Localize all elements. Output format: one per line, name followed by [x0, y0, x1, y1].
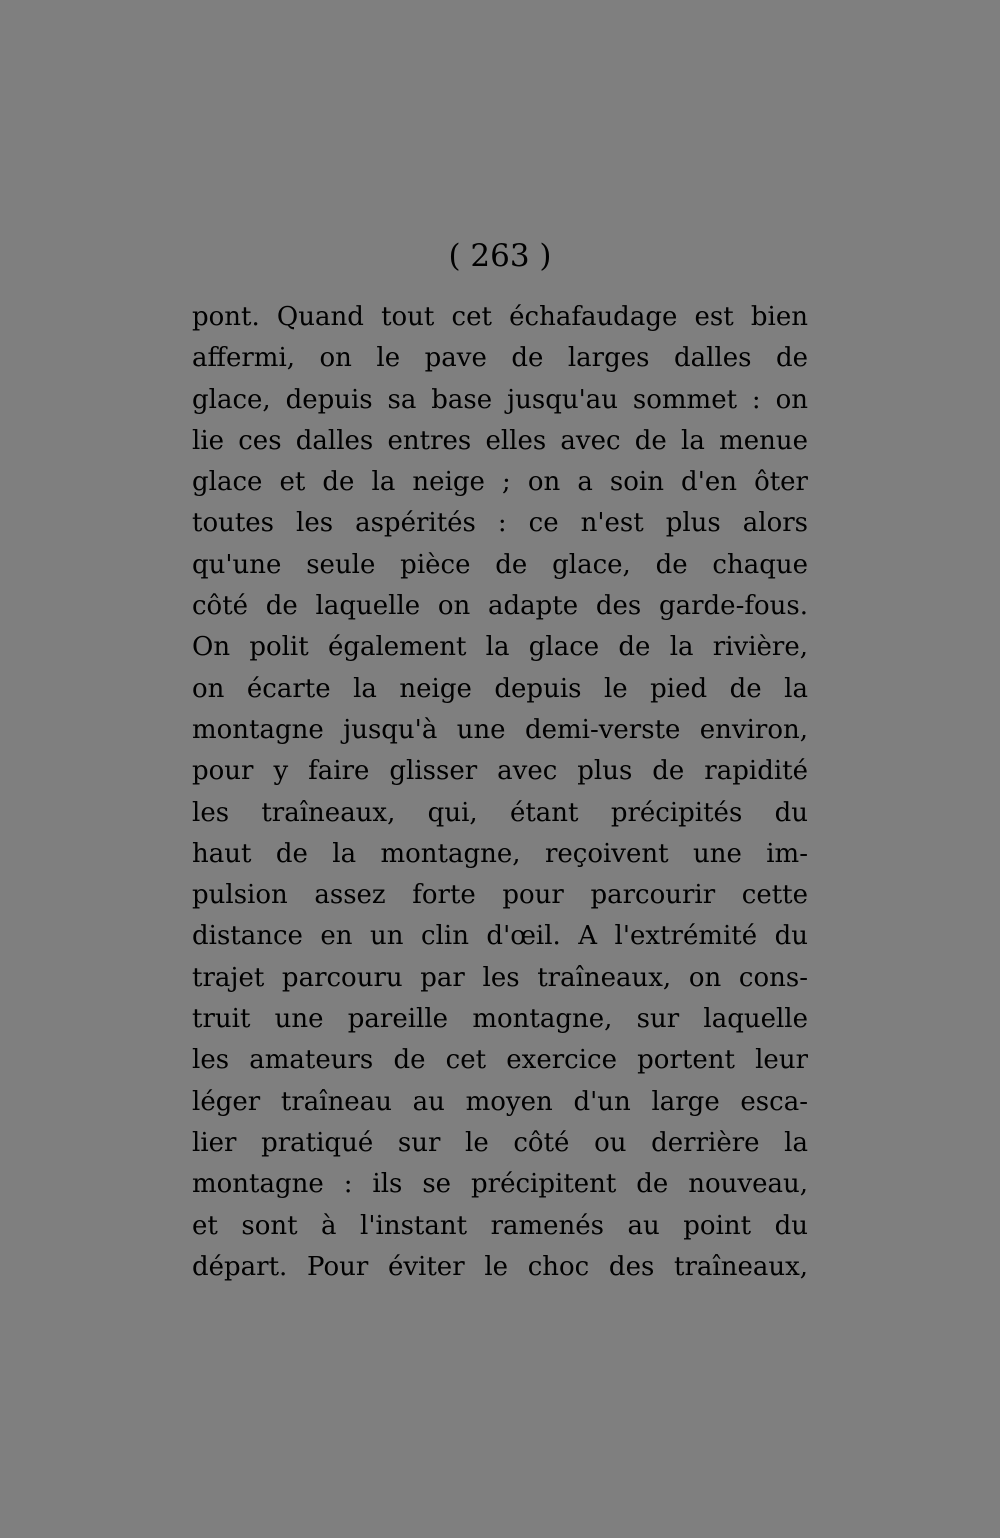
text-line: truit une pareille montagne, sur laquelle [192, 1004, 808, 1035]
text-line: trajet parcouru par les traîneaux, on cons- [192, 962, 808, 993]
text-line: affermi, on le pave de larges dalles de [192, 343, 808, 374]
text-line: léger traîneau au moyen d'un large esca- [192, 1086, 808, 1117]
text-line: toutes les aspérités : ce n'est plus alors [192, 508, 808, 539]
text-line: distance en un clin d'œil. A l'extrémité du [192, 921, 808, 952]
text-line: On polit également la glace de la rivière, [192, 632, 808, 663]
text-line: lie ces dalles entres elles avec de la menue [192, 425, 808, 456]
text-line: montagne jusqu'à une demi-verste environ, [192, 714, 808, 745]
text-line: pour y faire glisser avec plus de rapidité [192, 756, 808, 787]
text-line: les amateurs de cet exercice portent leur [192, 1045, 808, 1076]
text-line: qu'une seule pièce de glace, de chaque [192, 549, 808, 580]
text-line: on écarte la neige depuis le pied de la [192, 673, 808, 704]
text-line: lier pratiqué sur le côté ou derrière la [192, 1127, 808, 1158]
body-text [192, 297, 808, 1288]
text-line: départ. Pour éviter le choc des traîneaux, [192, 1251, 808, 1282]
text-line: haut de la montagne, reçoivent une im- [192, 838, 808, 869]
text-line: glace, depuis sa base jusqu'au sommet : on [192, 384, 808, 415]
text-line: côté de laquelle on adapte des garde-fous. [192, 591, 808, 622]
page-number: ( 263 ) [448, 238, 552, 274]
text-line: pulsion assez forte pour parcourir cette [192, 880, 808, 911]
text-line: pont. Quand tout cet échafaudage est bien [192, 302, 808, 332]
text-line: les traîneaux, qui, étant précipités du [192, 797, 808, 828]
text-line: et sont à l'instant ramenés au point du [192, 1210, 808, 1241]
text-line: montagne : ils se précipitent de nouveau, [192, 1169, 808, 1200]
text-line: glace et de la neige ; on a soin d'en ôter [192, 467, 808, 498]
